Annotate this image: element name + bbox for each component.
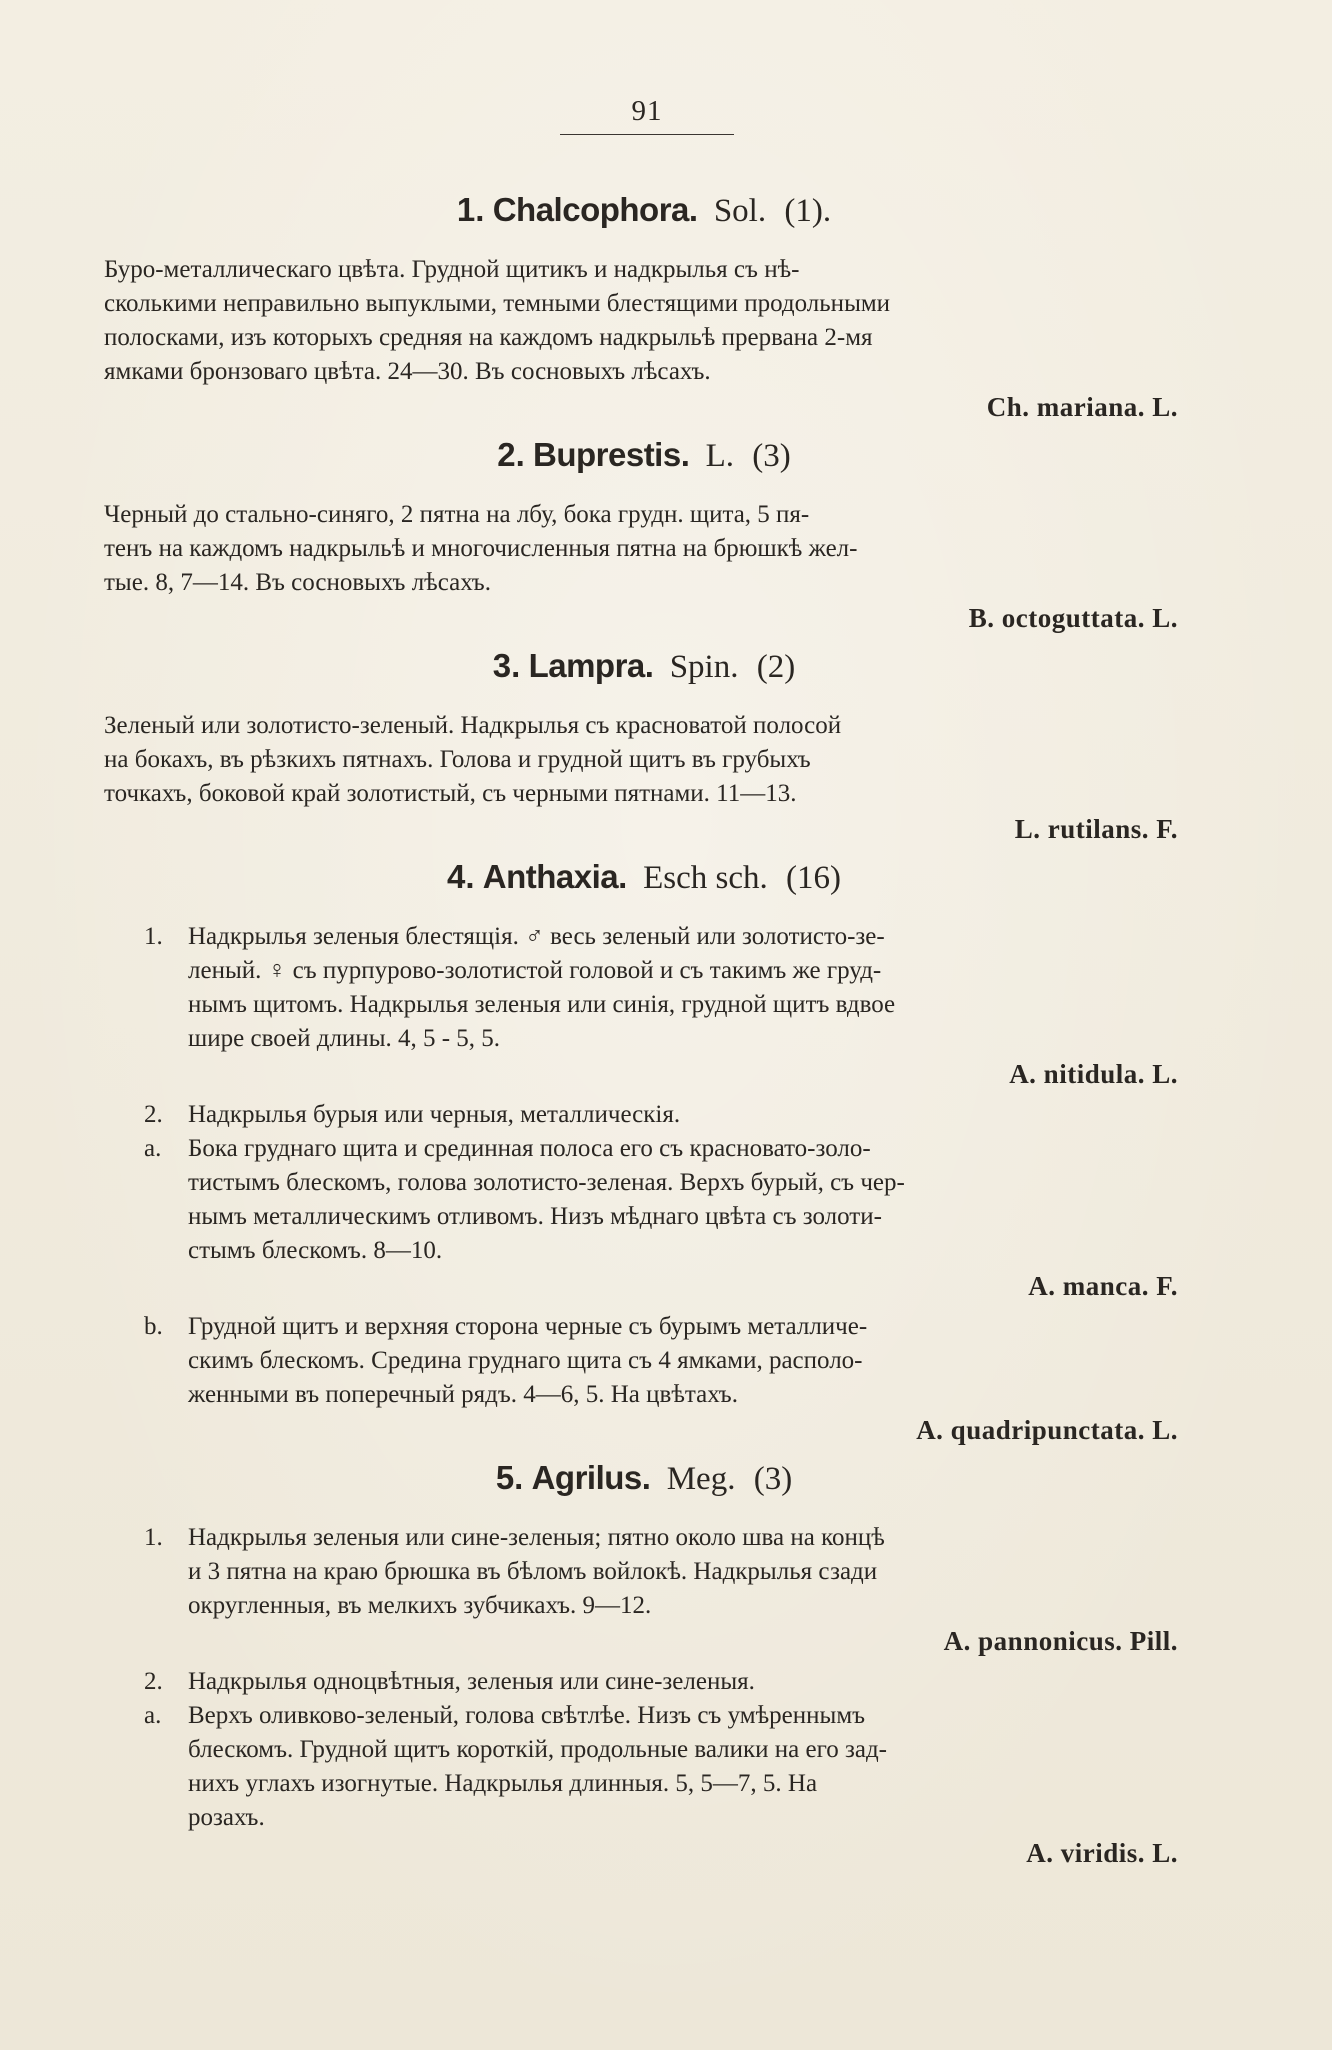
species-count: (3)	[753, 1461, 793, 1497]
key-item	[104, 920, 1184, 1092]
key-marker: 2.	[144, 1101, 163, 1128]
genus-authority: Meg.	[666, 1461, 736, 1497]
species-name: A. manca. F.	[1028, 1271, 1178, 1301]
species-count: (16)	[785, 860, 841, 896]
page-number-rule	[560, 134, 734, 135]
section-anthaxia	[104, 853, 1184, 1448]
key-marker: 1.	[144, 1524, 163, 1551]
key-marker: 2.	[144, 1668, 163, 1695]
genus-authority: L.	[705, 438, 735, 474]
section-description: Буро-металлическаго цвѣта. Грудной щитикъ и надкрылья съ нѣ- сколькими неправильно выпуклыми, темными блестящими продольными полосками, изъ которыхъ средняя на каждомъ надкрыльѣ прервана 2-мя ямками бронзоваго цвѣта. 24—30. Въ сосновыхъ лѣсахъ.	[104, 256, 891, 385]
key-text: Грудной щитъ и верхняя сторона черные съ бурымъ металличе- скимъ блескомъ. Средина груднаго щита съ 4 ямками, располо- женными въ поперечный рядъ. 4—6, 5. На цвѣтахъ.	[188, 1313, 868, 1408]
key-item	[104, 1521, 1184, 1659]
section-heading	[104, 1454, 1184, 1503]
section-heading	[104, 853, 1184, 902]
key-text: Надкрылья одноцвѣтныя, зеленыя или сине-зеленыя.	[188, 1668, 755, 1695]
section-description: Зеленый или золотисто-зеленый. Надкрылья съ красноватой полосой на бокахъ, въ рѣзкихъ пятнахъ. Голова и грудной щитъ въ грубыхъ точкахъ, боковой край золотистый, съ черными пятнами. 11—13.	[104, 712, 842, 807]
species-name: A. viridis. L.	[1026, 1838, 1178, 1868]
species-name: A. pannonicus. Pill.	[943, 1626, 1178, 1656]
section-number: 4.	[447, 858, 475, 895]
species-count: (3)	[752, 438, 791, 474]
key-item	[104, 1699, 1184, 1871]
section-agrilus	[104, 1454, 1184, 1871]
key-text: Бока груднаго щита и срединная полоса его съ красновато-золо- тистымъ блескомъ, голова золотисто-зеленая. Верхъ бурый, съ чер- нымъ металлическимъ отливомъ. Низъ мѣднаго цвѣта съ золоти- стымъ блескомъ. 8—10.	[188, 1135, 905, 1264]
section-number: 1.	[456, 191, 485, 228]
key-marker: b.	[144, 1313, 163, 1340]
key-text: Надкрылья зеленыя блестящія. ♂ весь зеленый или золотисто-зе- леный. ♀ съ пурпурово-золотистой головой и съ такимъ же груд- нымъ щитомъ. Надкрылья зеленыя или синія, грудной щитъ вдвое шире своей длины. 4, 5 - 5, 5.	[188, 923, 896, 1052]
section-number: 5.	[495, 1459, 524, 1496]
genus-name: Chalcophora.	[492, 191, 698, 228]
key-text: Верхъ оливково-зеленый, голова свѣтлѣе. Низъ съ умѣреннымъ блескомъ. Грудной щитъ короткій, продольные валики на его зад- нихъ углахъ изогнутые. Надкрылья длинныя. 5, 5—7, 5. На розахъ.	[188, 1702, 887, 1831]
section-heading	[104, 186, 1184, 235]
key-item	[104, 1665, 1184, 1699]
genus-authority: Esch sch.	[643, 860, 768, 896]
genus-authority: Sol.	[713, 193, 767, 229]
page-number: 91	[631, 95, 663, 127]
section-buprestis	[104, 431, 1184, 636]
species-count: (2)	[756, 649, 796, 685]
key-text: Надкрылья бурыя или черныя, металлическія.	[188, 1101, 681, 1128]
genus-name: Anthaxia.	[482, 858, 627, 895]
key-text: Надкрылья зеленыя или сине-зеленыя; пятно около шва на концѣ и 3 пятна на краю брюшка въ бѣломъ войлокѣ. Надкрылья сзади округленныя, въ мелкихъ зубчикахъ. 9—12.	[188, 1524, 885, 1619]
section-description: Черный до стально-синяго, 2 пятна на лбу, бока грудн. щита, 5 пя- тенъ на каждомъ надкрыльѣ и многочисленныя пятна на брюшкѣ жел- тые. 8, 7—14. Въ сосновыхъ лѣсахъ.	[104, 501, 858, 596]
section-heading	[104, 431, 1184, 480]
genus-name: Agrilus.	[531, 1459, 651, 1496]
species-count: (1).	[784, 193, 832, 229]
key-item	[104, 1098, 1184, 1132]
key-marker: a.	[144, 1135, 162, 1162]
species-name: A. quadripunctata. L.	[916, 1415, 1178, 1445]
section-number: 3.	[492, 647, 521, 684]
key-marker: a.	[144, 1702, 162, 1729]
genus-name: Buprestis.	[533, 436, 690, 473]
species-name: A. nitidula. L.	[1009, 1059, 1178, 1089]
key-item	[104, 1310, 1184, 1448]
section-number: 2.	[497, 436, 525, 473]
species-name: L. rutilans. F.	[1014, 814, 1178, 844]
genus-authority: Spin.	[669, 649, 739, 685]
section-lampra	[104, 642, 1184, 847]
key-marker: 1.	[144, 923, 163, 950]
species-name: B. octoguttata. L.	[968, 603, 1178, 633]
species-name: Ch. mariana. L.	[986, 392, 1178, 422]
section-chalcophora	[104, 186, 1184, 425]
key-item	[104, 1132, 1184, 1304]
page-content	[104, 180, 1184, 1877]
genus-name: Lampra.	[528, 647, 654, 684]
section-heading	[104, 642, 1184, 691]
